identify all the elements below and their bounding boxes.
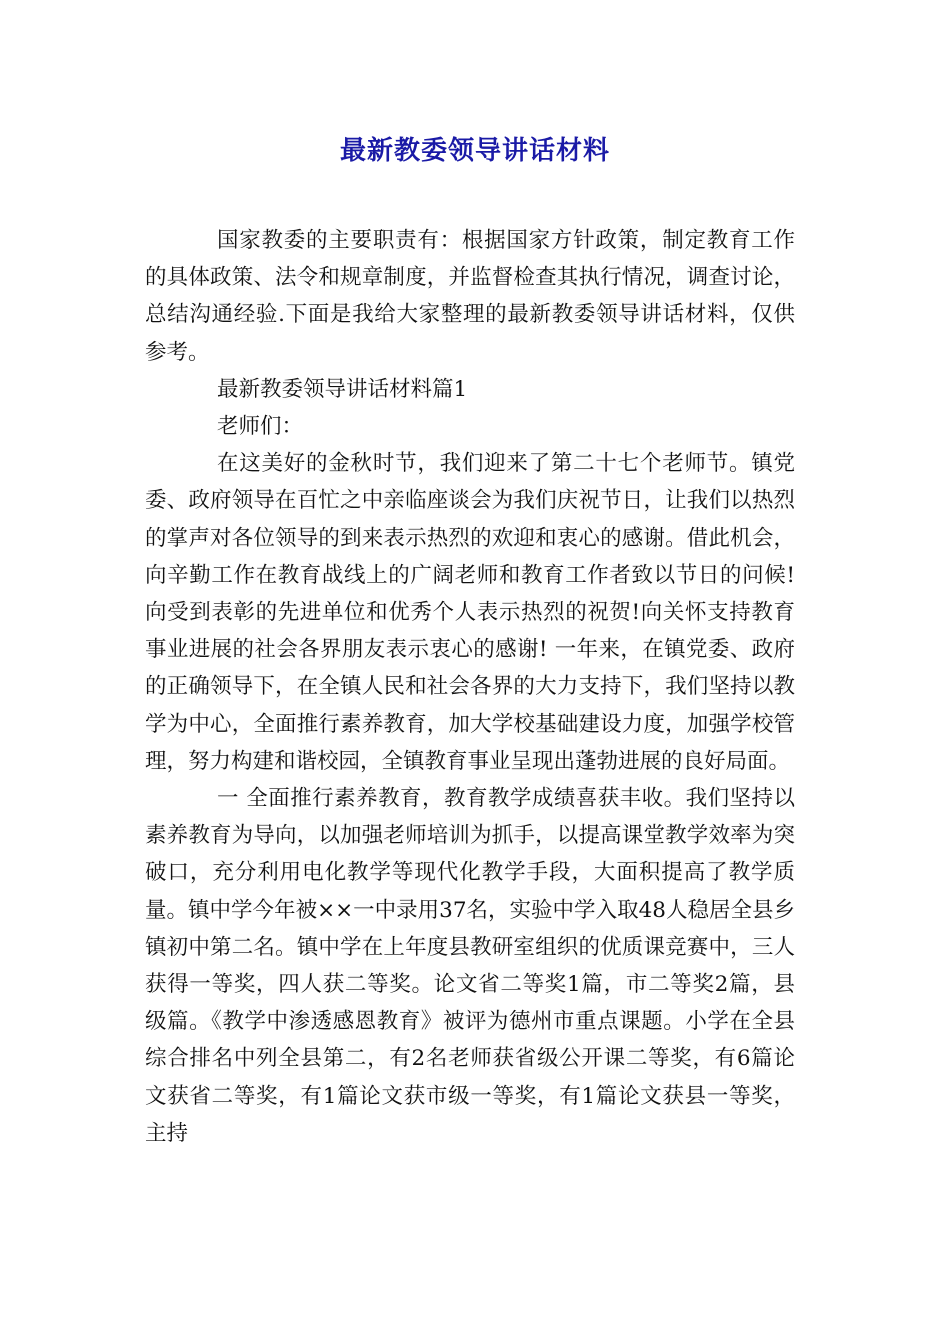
body-paragraph: 在这美好的金秋时节，我们迎来了第二十七个老师节。镇党委、政府领导在百忙之中亲临座谈会为我们庆祝节日，让我们以热烈的掌声对各位领导的到来表示热烈的欢迎和衷心的感谢。借此机会，向辛勤工作在教育战线上的广阔老师和教育工作者致以节日的问候!向受到表彰的先进单位和优秀个人表示热烈的祝贺!向关怀支持教育事业进展的社会各界朋友表示衷心的感谢! 一年来，在镇党委、政府的正确领导下，在全镇人民和社会各界的大力支持下，我们坚持以教学为中心，全面推行素养教育，加大学校基础建设力度，加强学校管理，努力构建和谐校园，全镇教育事业呈现出蓬勃进展的良好局面。 [145,451,795,774]
body-paragraph: 一 全面推行素养教育，教育教学成绩喜获丰收。我们坚持以素养教育为导向，以加强老师培训为抓手，以提高课堂教学效率为突破口，充分利用电化教学等现代化教学手段，大面积提高了教学质量。镇中学今年被××一中录用37名，实验中学入取48人稳居全县乡镇初中第二名。镇中学在上年度县教研室组织的优质课竞赛中，三人获得一等奖，四人获二等奖。论文省二等奖1篇，市二等奖2篇，县级篇。《教学中渗透感恩教育》被评为德州市重点课题。小学在全县综合排名中列全县第二，有2名老师获省级公开课二等奖，有6篇论文获省二等奖，有1篇论文获市级一等奖，有1篇论文获县一等奖，主持 [145,786,795,1146]
intro-paragraph: 国家教委的主要职责有：根据国家方针政策，制定教育工作的具体政策、法令和规章制度，并监督检查其执行情况，调查讨论，总结沟通经验.下面是我给大家整理的最新教委领导讲话材料，仅供参考。 [145,228,795,365]
salutation: 老师们： [217,414,304,440]
document-title: 最新教委领导讲话材料 [339,136,610,166]
section-heading: 最新教委领导讲话材料篇1 [217,376,468,402]
document-body [145,222,795,1152]
